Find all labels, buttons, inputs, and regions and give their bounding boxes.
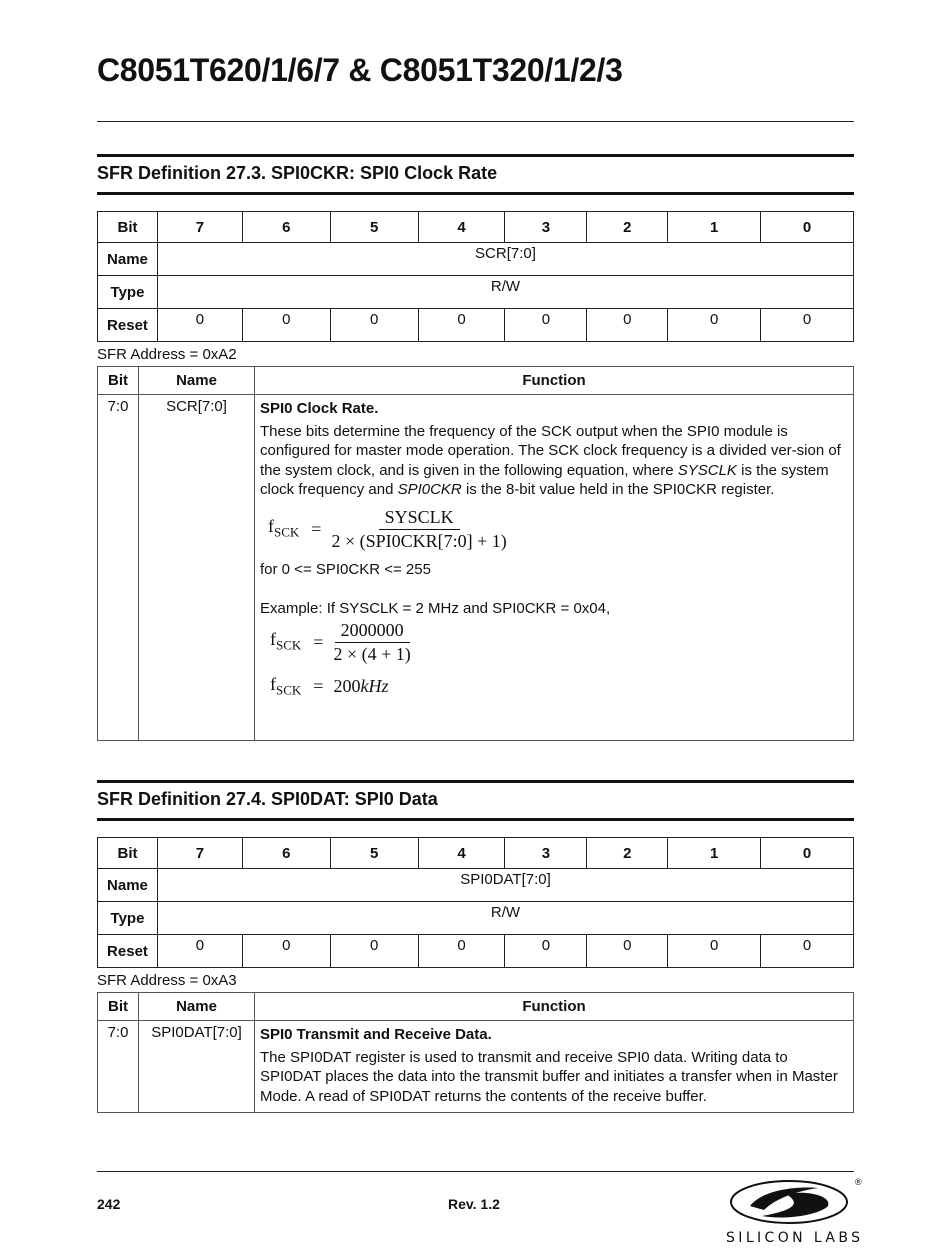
reset-value: 0: [157, 309, 242, 342]
bit-number: 5: [330, 838, 418, 869]
silicon-labs-logo-icon: [722, 1176, 862, 1246]
section-title-spi0ckr: SFR Definition 27.3. SPI0CKR: SPI0 Clock Rate: [97, 163, 498, 183]
bit-number: 5: [330, 212, 418, 243]
function-title: SPI0 Transmit and Receive Data.: [260, 1026, 492, 1043]
section-top-rule: [97, 154, 854, 157]
bit-number: 3: [505, 212, 587, 243]
section-top-rule: [97, 780, 854, 783]
bit-label: Bit: [98, 838, 158, 869]
reset-value: 0: [587, 309, 668, 342]
register-reset-row: [98, 935, 854, 968]
table-row: [98, 1021, 854, 1113]
register-name-row: [98, 869, 854, 902]
column-header-name: Name: [139, 367, 255, 395]
table-row: [98, 395, 854, 741]
silicon-labs-logo: [722, 1176, 862, 1246]
bit-number: 4: [418, 212, 505, 243]
reset-value: 0: [761, 309, 854, 342]
name-label: Name: [98, 243, 158, 276]
svg-text:®: ®: [855, 1177, 862, 1187]
bit-number: 0: [761, 838, 854, 869]
bit-number: 4: [418, 838, 505, 869]
field-type: R/W: [157, 276, 853, 309]
range-text: for 0 <= SPI0CKR <= 255: [260, 560, 431, 578]
function-table-spi0ckr: [97, 366, 854, 741]
bit-number: 1: [668, 212, 761, 243]
column-header-function: Function: [255, 993, 854, 1021]
sfr-address: SFR Address = 0xA2: [97, 346, 237, 363]
register-name-row: [98, 243, 854, 276]
field-type: R/W: [157, 902, 853, 935]
register-bit-row: [98, 838, 854, 869]
register-type-row: [98, 902, 854, 935]
reset-value: 0: [668, 309, 761, 342]
register-type-row: [98, 276, 854, 309]
function-header-row: [98, 993, 854, 1021]
row-function: [255, 395, 854, 741]
header-rule: [97, 121, 854, 122]
name-label: Name: [98, 869, 158, 902]
reset-label: Reset: [98, 935, 158, 968]
function-description: These bits determine the frequency of the SCK output when the SPI0 module is configured for master mode operation. The SCK clock frequency is a divided ver-sion of the system clock, and is given in the following equation, where SYSCLK is the system clock frequency and SPI0CKR is the 8-bit value held in the SPI0CKR register.: [260, 422, 841, 498]
function-title: SPI0 Clock Rate.: [260, 400, 379, 417]
reset-value: 0: [761, 935, 854, 968]
function-table-spi0dat: [97, 992, 854, 1113]
document-title: C8051T620/1/6/7 & C8051T320/1/2/3: [97, 52, 623, 88]
sck-frequency-equation: $f_{SCK}$ = $\frac{\text{SYSCLK}}{\text{2 × (SPI0CKR[7:0] + 1)}}$: [268, 506, 507, 551]
register-table-spi0dat: [97, 837, 854, 968]
footer-rule: [97, 1171, 854, 1172]
reset-value: 0: [330, 309, 418, 342]
sfr-address: SFR Address = 0xA3: [97, 972, 237, 989]
reset-label: Reset: [98, 309, 158, 342]
row-function: [255, 1021, 854, 1113]
reset-value: 0: [242, 309, 330, 342]
row-name: SCR[7:0]: [139, 395, 255, 741]
result-equation: $f_{SCK}$ = 200kHz: [270, 673, 389, 698]
bit-number: 2: [587, 838, 668, 869]
reset-value: 0: [505, 935, 587, 968]
reset-value: 0: [330, 935, 418, 968]
register-table-spi0ckr: [97, 211, 854, 342]
function-description: The SPI0DAT register is used to transmit and receive SPI0 data. Writing data to SPI0DAT places the data into the transmit buffer and initiates a transfer when in Master Mode. A read of SPI0DAT returns the contents of the receive buffer.: [260, 1048, 838, 1105]
reset-value: 0: [157, 935, 242, 968]
type-label: Type: [98, 276, 158, 309]
column-header-bit: Bit: [98, 993, 139, 1021]
reset-value: 0: [418, 935, 505, 968]
row-bit: 7:0: [98, 1021, 139, 1113]
page-number: 242: [97, 1196, 121, 1212]
column-header-bit: Bit: [98, 367, 139, 395]
function-header-row: [98, 367, 854, 395]
reset-value: 0: [587, 935, 668, 968]
reset-value: 0: [668, 935, 761, 968]
bit-number: 7: [157, 838, 242, 869]
bit-number: 2: [587, 212, 668, 243]
register-reset-row: [98, 309, 854, 342]
field-name: SPI0DAT[7:0]: [157, 869, 853, 902]
reset-value: 0: [242, 935, 330, 968]
row-name: SPI0DAT[7:0]: [139, 1021, 255, 1113]
section-title-spi0dat: SFR Definition 27.4. SPI0DAT: SPI0 Data: [97, 789, 438, 809]
revision: Rev. 1.2: [448, 1196, 500, 1212]
bit-number: 7: [157, 212, 242, 243]
bit-number: 6: [242, 212, 330, 243]
example-equation: $f_{SCK}$ = $\frac{2000000}{2 \times (4 + 1)}$: [270, 619, 411, 664]
example-text: Example: If SYSCLK = 2 MHz and SPI0CKR = 0x04,: [260, 600, 611, 617]
section-bottom-rule: [97, 818, 854, 821]
bit-number: 3: [505, 838, 587, 869]
row-bit: 7:0: [98, 395, 139, 741]
field-name: SCR[7:0]: [157, 243, 853, 276]
section-bottom-rule: [97, 192, 854, 195]
column-header-function: Function: [255, 367, 854, 395]
register-bit-row: [98, 212, 854, 243]
bit-number: 0: [761, 212, 854, 243]
bit-number: 1: [668, 838, 761, 869]
reset-value: 0: [418, 309, 505, 342]
column-header-name: Name: [139, 993, 255, 1021]
logo-wordmark: SILICON LABS: [726, 1230, 860, 1246]
bit-label: Bit: [98, 212, 158, 243]
bit-number: 6: [242, 838, 330, 869]
type-label: Type: [98, 902, 158, 935]
reset-value: 0: [505, 309, 587, 342]
